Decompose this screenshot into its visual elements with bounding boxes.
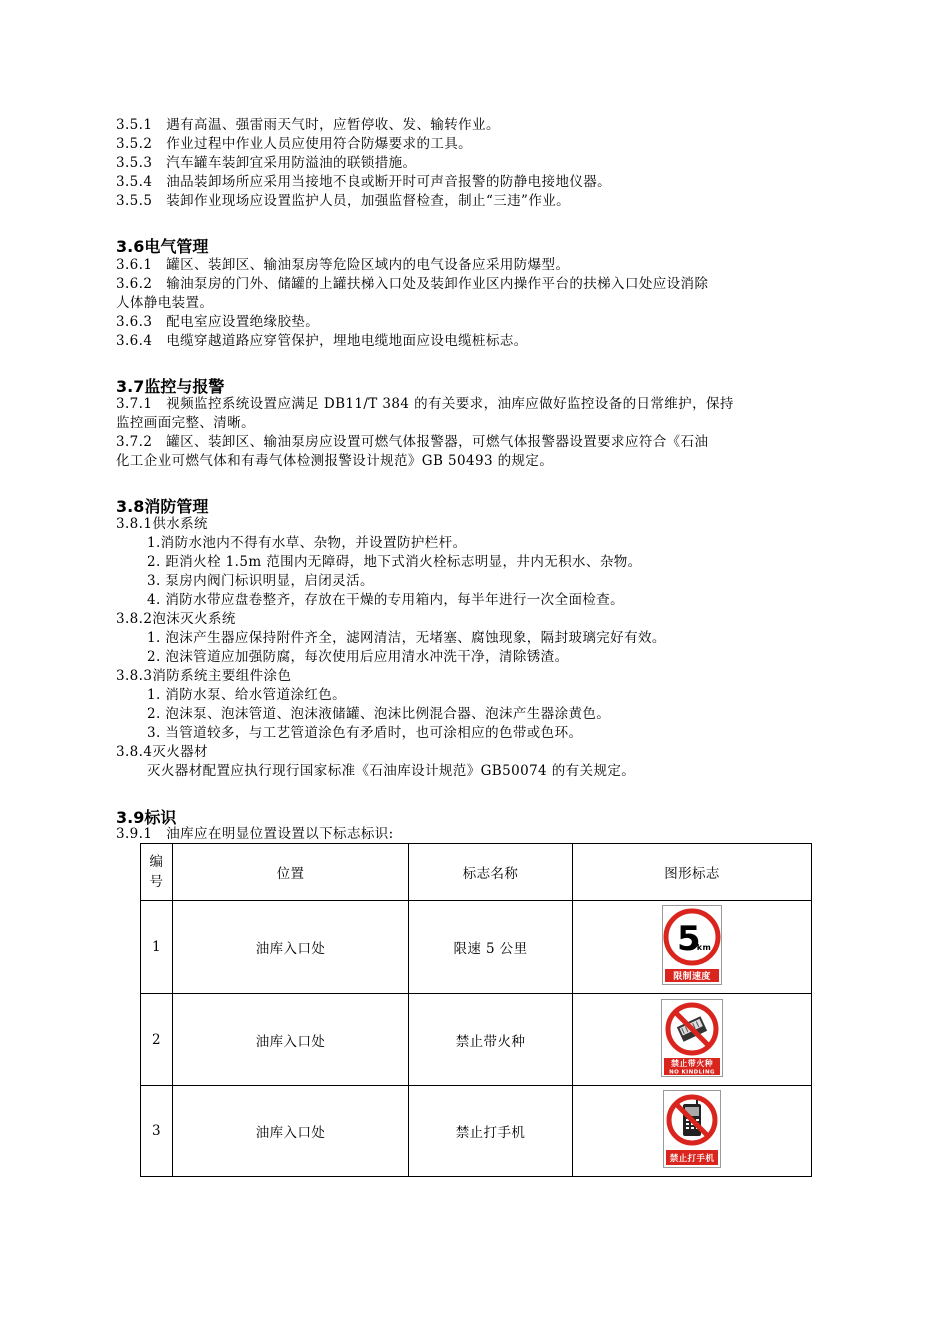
clause-3-7-2: 3.7.2 罐区、装卸区、输油泵房应设置可燃气体报警器，可燃气体报警器设置要求应符合《石油 [116,434,709,450]
list-item: 1.消防水池内不得有水草、杂物，并设置防护栏杆。 [147,535,467,551]
clause-3-5-5: 3.5.5 装卸作业现场应设置监护人员，加强监督检查，制止“三违”作业。 [116,193,571,209]
list-item: 2. 泡沫管道应加强防腐，每次使用后应用清水冲洗干净，清除锈渣。 [147,649,569,665]
table-header-row [141,844,812,901]
list-item: 4. 消防水带应盘卷整齐，存放在干燥的专用箱内，每半年进行一次全面检查。 [147,592,625,608]
row-graphic [573,1086,812,1177]
clause-3-8-2: 3.8.2泡沫灭火系统 [116,611,236,627]
row-sign-name: 限速 5 公里 [409,901,573,994]
sign-unit: km [696,943,712,952]
row-sign-name: 禁止带火种 [409,994,573,1086]
table-row [141,1086,812,1177]
list-item: 灭火器材配置应执行现行国家标准《石油库设计规范》GB50074 的有关规定。 [147,763,636,779]
list-item: 1. 泡沫产生器应保持附件齐全，滤网清洁，无堵塞、腐蚀现象，隔封玻璃完好有效。 [147,630,666,646]
clause-3-5-3: 3.5.3 汽车罐车装卸宜采用防溢油的联锁措施。 [116,155,417,171]
row-location: 油库入口处 [173,1086,409,1177]
no-mobile-phone-sign-icon [663,1090,721,1168]
header-number: 编 号 [141,844,173,901]
sign-caption: 禁止打手机 [669,1154,715,1164]
sign-caption-en: NO KINDLING [669,1069,715,1075]
clause-3-8-1: 3.8.1供水系统 [116,516,208,532]
list-item: 2. 距消火栓 1.5m 范围内无障碍，地下式消火栓标志明显，井内无积水、杂物。 [147,554,642,570]
row-graphic [573,994,812,1086]
clause-3-7-1-cont: 监控画面完整、清晰。 [116,415,255,431]
clause-3-6-2-cont: 人体静电装置。 [116,295,214,311]
sign-caption: 禁止带火种 [671,1058,713,1068]
clause-3-5-1: 3.5.1 遇有高温、强雷雨天气时，应暂停收、发、输转作业。 [116,117,500,133]
clause-3-6-2: 3.6.2 输油泵房的门外、储罐的上罐扶梯入口处及装卸作业区内操作平台的扶梯入口处应设消除 [116,276,709,292]
header-sign-name: 标志名称 [409,844,573,901]
clause-3-8-3: 3.8.3消防系统主要组件涂色 [116,668,292,684]
table-row [141,994,812,1086]
list-item: 1. 消防水泵、给水管道涂红色。 [147,687,347,703]
clause-3-6-4: 3.6.4 电缆穿越道路应穿管保护，埋地电缆地面应设电缆桩标志。 [116,333,528,349]
list-item: 2. 泡沫泵、泡沫管道、泡沫液储罐、泡沫比例混合器、泡沫产生器涂黄色。 [147,706,611,722]
clause-3-6-1: 3.6.1 罐区、装卸区、输油泵房等危险区域内的电气设备应采用防爆型。 [116,257,570,273]
clause-3-8-4: 3.8.4灭火器材 [116,744,208,760]
sign-number: 5 [676,919,702,959]
row-sign-name: 禁止打手机 [409,1086,573,1177]
header-graphic: 图形标志 [573,844,812,901]
no-kindling-sign-icon [661,999,723,1077]
row-location: 油库入口处 [173,901,409,994]
list-item: 3. 泵房内阀门标识明显，启闭灵活。 [147,573,374,589]
section-heading-3-6: 3.6电气管理 [116,237,209,256]
row-number: 1 [141,901,173,994]
section-heading-3-9: 3.9标识 [116,808,177,827]
section-heading-3-8: 3.8消防管理 [116,497,209,516]
clause-3-7-2-cont: 化工企业可燃气体和有毒气体检测报警设计规范》GB 50493 的规定。 [116,453,554,469]
clause-3-5-2: 3.5.2 作业过程中作业人员应使用符合防爆要求的工具。 [116,136,473,152]
sign-caption: 限制速度 [673,972,711,982]
row-number: 3 [141,1086,173,1177]
section-heading-3-7: 3.7监控与报警 [116,377,225,396]
list-item: 3. 当管道较多，与工艺管道涂色有矛盾时，也可涂相应的色带或色环。 [147,725,583,741]
row-number: 2 [141,994,173,1086]
row-location: 油库入口处 [173,994,409,1086]
header-location: 位置 [173,844,409,901]
clause-3-7-1: 3.7.1 视频监控系统设置应满足 DB11/T 384 的有关要求，油库应做好监控设备的日常维护，保持 [116,396,734,412]
clause-3-5-4: 3.5.4 油品装卸场所应采用当接地不良或断开时可声音报警的防静电接地仪器。 [116,174,612,190]
speed-limit-5km-sign-icon [662,905,722,985]
table-row [141,901,812,994]
row-graphic [573,901,812,994]
clause-3-6-3: 3.6.3 配电室应设置绝缘胶垫。 [116,314,320,330]
sign-table [140,843,812,1177]
clause-3-9-1: 3.9.1 油库应在明显位置设置以下标志标识: [116,826,394,842]
